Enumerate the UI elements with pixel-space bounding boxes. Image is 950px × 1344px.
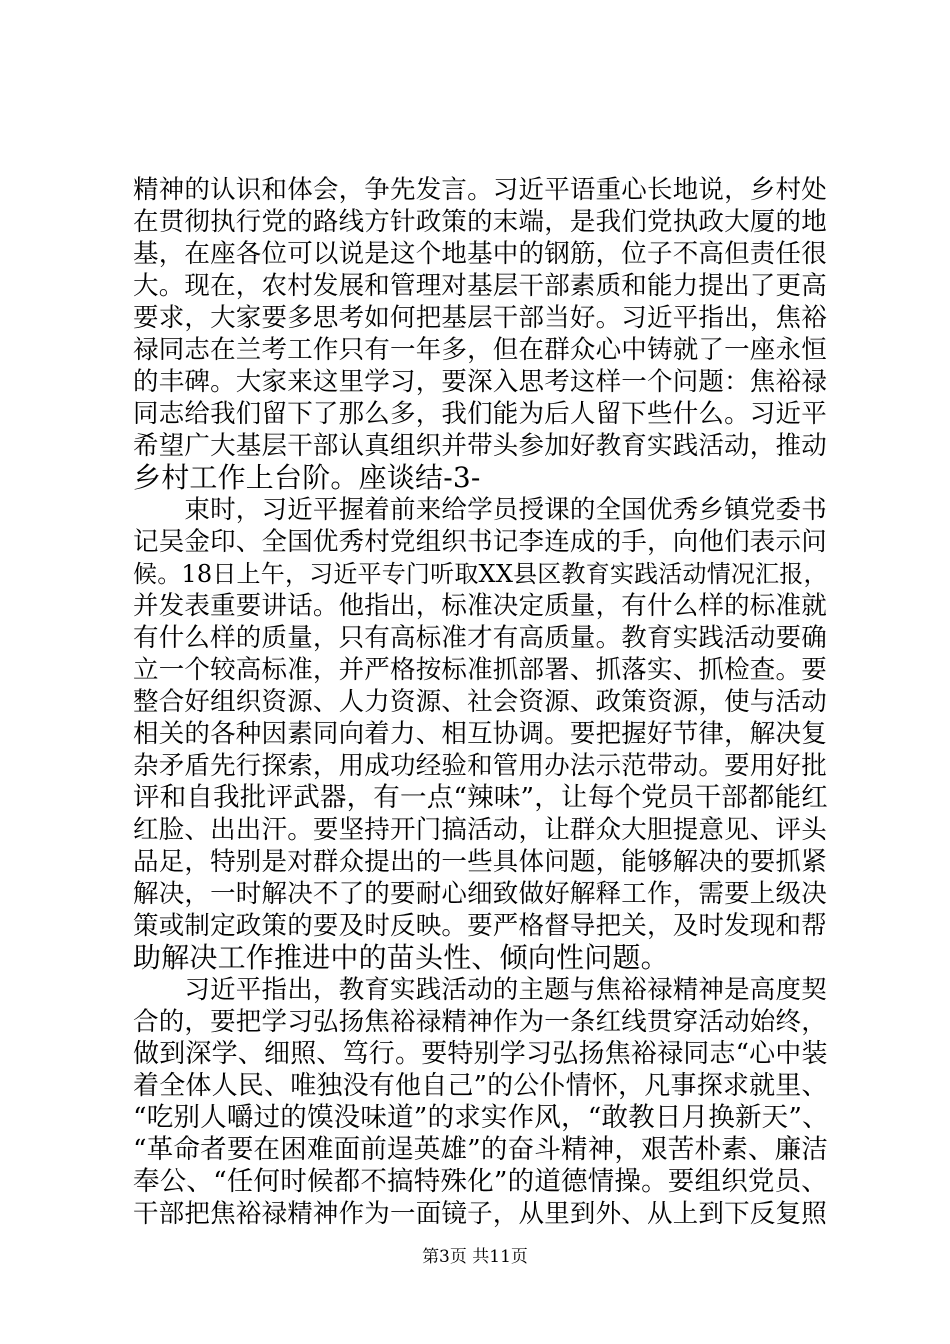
page-footer: [0, 1247, 950, 1267]
text-line: 杂矛盾先行探索，用成功经验和管用办法示范带动。要用好批: [133, 751, 827, 781]
text-line: 合的，要把学习弘扬焦裕禄精神作为一条红线贯穿活动始终，: [133, 1007, 827, 1037]
text-line: 品足，特别是对群众提出的一些具体问题，能够解决的要抓紧: [133, 847, 827, 877]
text-line: 禄同志在兰考工作只有一年多，但在群众心中铸就了一座永恒: [133, 335, 827, 365]
text-line: 有什么样的质量，只有高标准才有高质量。教育实践活动要确: [133, 623, 827, 653]
text-line: 做到深学、细照、笃行。要特别学习弘扬焦裕禄同志“心中装: [133, 1039, 828, 1069]
text-line: 整合好组织资源、人力资源、社会资源、政策资源，使与活动: [133, 687, 827, 717]
text-line: 候。18日上午，习近平专门听取XX县区教育实践活动情况汇报，: [133, 560, 828, 588]
text-line: 精神的认识和体会，争先发言。习近平语重心长地说，乡村处: [133, 175, 827, 205]
text-line: “吃别人嚼过的馍没味道”的求实作风，“敢教日月换新天”、: [133, 1102, 829, 1133]
text-line: 红脸、出出汗。要坚持开门搞活动，让群众大胆提意见、评头: [133, 815, 827, 845]
text-line: 干部把焦裕禄精神作为一面镜子，从里到外、从上到下反复照: [133, 1199, 827, 1229]
text-line: 基，在座各位可以说是这个地基中的钢筋，位子不高但责任很: [133, 239, 827, 269]
text-line: 的丰碑。大家来这里学习，要深入思考这样一个问题：焦裕禄: [133, 367, 827, 397]
text-line: 乡村工作上台阶。座谈结-3-: [133, 461, 481, 494]
text-line: 着全体人民、唯独没有他自己”的公仆情怀，凡事探求就里、: [133, 1071, 828, 1101]
text-line: 在贯彻执行党的路线方针政策的末端，是我们党执政大厦的地: [133, 207, 827, 237]
text-line: 助解决工作推进中的苗头性、倾向性问题。: [133, 941, 669, 974]
text-line: 奉公、“任何时候都不搞特殊化”的道德情操。要组织党员、: [133, 1166, 828, 1197]
text-line: 策或制定政策的要及时反映。要严格督导把关，及时发现和帮: [133, 911, 827, 941]
text-line: 并发表重要讲话。他指出，标准决定质量，有什么样的标准就: [133, 591, 827, 621]
text-line: 记吴金印、全国优秀村党组织书记李连成的手，向他们表示问: [133, 527, 827, 557]
text-line: 大。现在，农村发展和管理对基层干部素质和能力提出了更高: [133, 271, 827, 301]
text-line: 要求，大家要多思考如何把基层干部当好。习近平指出，焦裕: [133, 303, 827, 333]
text-line: 希望广大基层干部认真组织并带头参加好教育实践活动，推动: [133, 431, 827, 461]
text-line: 相关的各种因素同向着力、相互协调。要把握好节律，解决复: [133, 719, 827, 749]
page-number-label: 第3页 共11页: [422, 1247, 528, 1267]
text-line: 习近平指出，教育实践活动的主题与焦裕禄精神是高度契: [133, 975, 827, 1005]
text-line: 同志给我们留下了那么多，我们能为后人留下些什么。习近平: [133, 399, 827, 429]
document-body: [133, 174, 829, 1230]
text-line: 束时，习近平握着前来给学员授课的全国优秀乡镇党委书: [133, 495, 827, 525]
text-line: 解决，一时解决不了的要耐心细致做好解释工作，需要上级决: [133, 879, 827, 909]
text-line: 评和自我批评武器，有一点“辣味”，让每个党员干部都能红: [133, 782, 828, 813]
text-line: 立一个较高标准，并严格按标准抓部署、抓落实、抓检查。要: [133, 655, 827, 685]
text-line: “革命者要在困难面前逞英雄”的奋斗精神，艰苦朴素、廉洁: [133, 1134, 828, 1165]
